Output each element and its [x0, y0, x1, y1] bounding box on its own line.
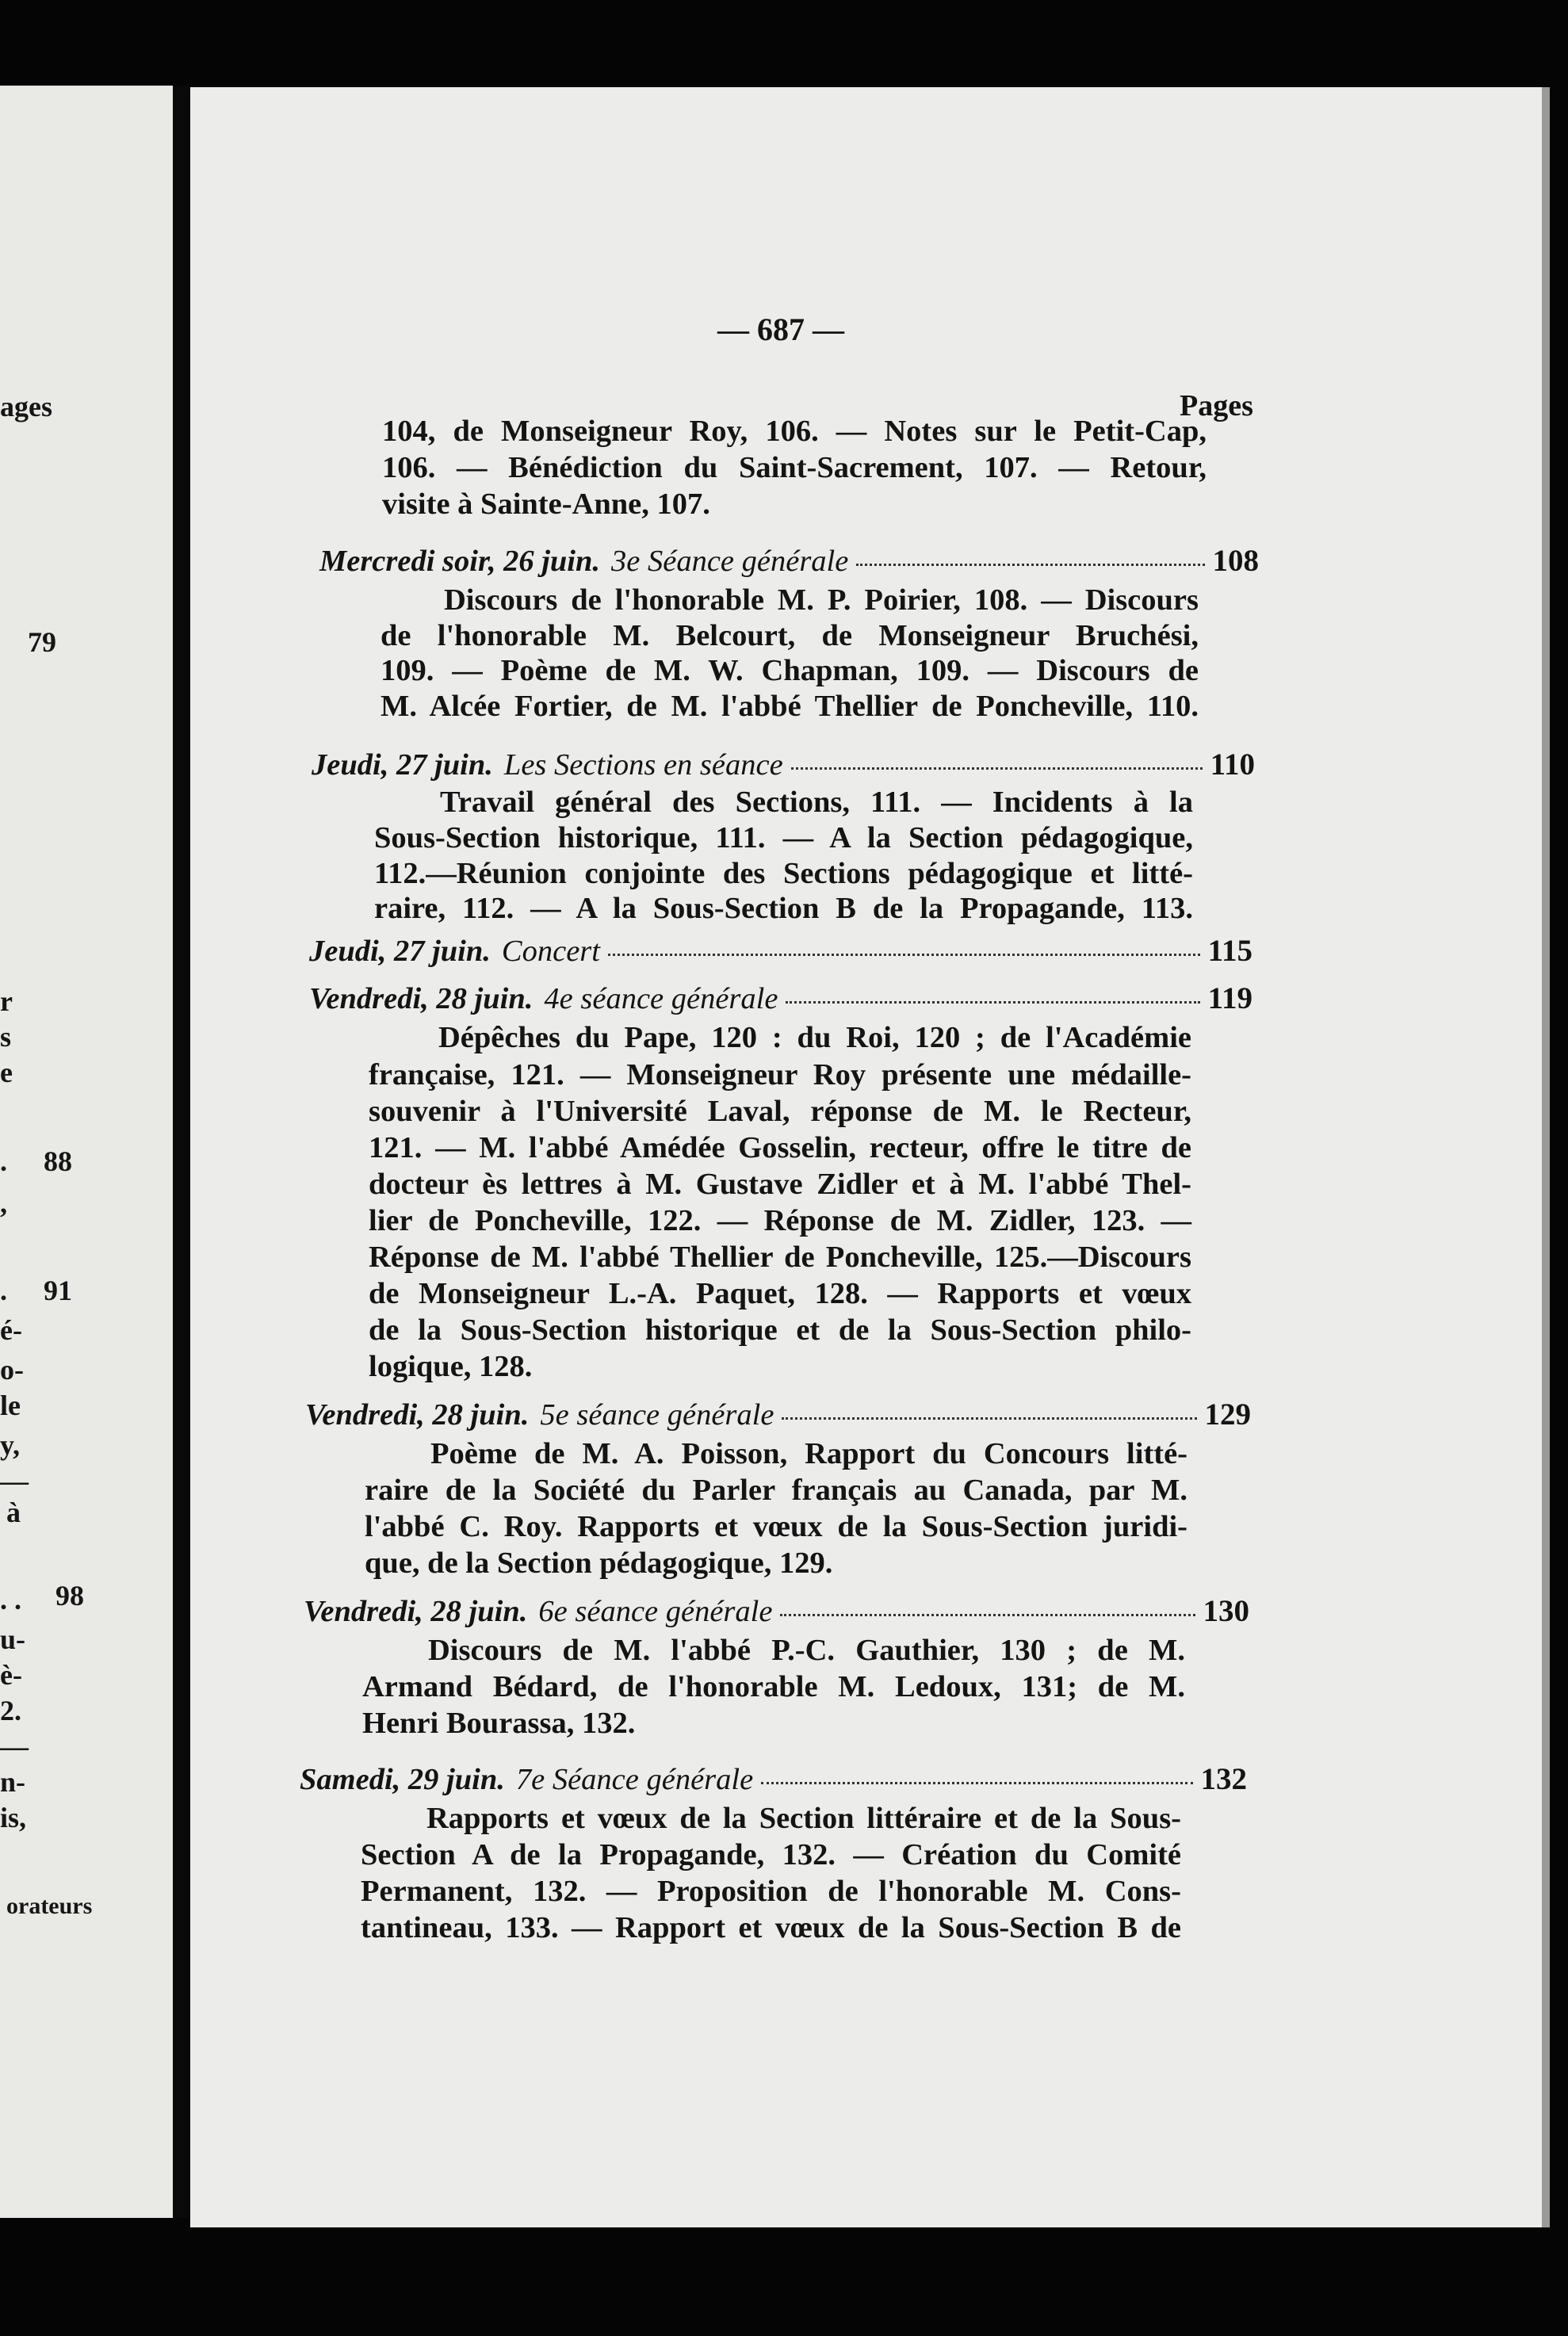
entry-page-number: 110: [1210, 747, 1255, 782]
left-page-fragment: .: [0, 1275, 7, 1306]
toc-entry-heading: [305, 1399, 1251, 1431]
entry-page-number: 119: [1207, 981, 1252, 1015]
left-page-fragment: ,: [0, 1187, 7, 1219]
entry-line: Permanent, 132. — Proposition de l'honorable M. Cons-: [361, 1875, 1181, 1908]
dot-leader: [761, 1781, 1192, 1784]
toc-entry-heading: [309, 983, 1252, 1015]
toc-entry-heading: [300, 1764, 1247, 1795]
left-page-fragment: le: [0, 1390, 21, 1421]
entry-date: Vendredi, 28 juin.: [304, 1595, 528, 1628]
entry-date: Vendredi, 28 juin.: [309, 982, 534, 1015]
dot-leader: [780, 1613, 1195, 1616]
entry-line: de la Sous-Section historique et de la Sous-Section philo-: [369, 1313, 1191, 1347]
intro-line: 104, de Monseigneur Roy, 106. — Notes sur le Petit-Cap,: [382, 415, 1207, 448]
book-spine: [173, 86, 190, 2218]
entry-page-number: 130: [1203, 1594, 1249, 1628]
entry-date: Jeudi, 27 juin.: [312, 748, 493, 782]
entry-line: Sous-Section historique, 111. — A la Section pédagogique,: [374, 821, 1193, 854]
entry-line: Poème de M. A. Poisson, Rapport du Concours litté-: [430, 1437, 1187, 1470]
left-page-ref-88: 88: [44, 1145, 72, 1177]
entry-line: 112.—Réunion conjointe des Sections pédagogique et litté-: [374, 857, 1193, 890]
entry-line: 121. — M. l'abbé Amédée Gosselin, recteur, offre le titre de: [369, 1131, 1191, 1164]
left-page-fragment: r: [0, 985, 13, 1017]
entry-title: Les Sections en séance: [503, 748, 783, 782]
left-page-ref-98: 98: [55, 1580, 84, 1611]
pages-column-header: Pages: [1180, 389, 1253, 422]
toc-entry-heading: [319, 545, 1259, 577]
entry-line: Armand Bédard, de l'honorable M. Ledoux, 131; de M.: [362, 1670, 1185, 1703]
left-page-footer-fragment: orateurs: [6, 1893, 93, 1919]
entry-title: 3e Séance générale: [611, 545, 849, 578]
entry-date: Samedi, 29 juin.: [300, 1763, 505, 1796]
entry-line: l'abbé C. Roy. Rapports et vœux de la Sous-Section juridi-: [365, 1510, 1187, 1543]
entry-line: M. Alcée Fortier, de M. l'abbé Thellier de Poncheville, 110.: [381, 690, 1199, 723]
entry-date: Jeudi, 27 juin.: [309, 935, 491, 968]
left-page-fragment: s: [0, 1021, 12, 1053]
entry-line: Section A de la Propagande, 132. — Création du Comité: [361, 1838, 1181, 1871]
left-page-fragment: is,: [0, 1802, 27, 1833]
toc-entry-heading: [312, 749, 1255, 781]
left-page-ref-91: 91: [44, 1275, 72, 1306]
page-number: — 687 —: [717, 312, 844, 347]
intro-line: 106. — Bénédiction du Saint-Sacrement, 107. — Retour,: [382, 451, 1207, 484]
entry-line: docteur ès lettres à M. Gustave Zidler et à M. l'abbé Thel-: [369, 1168, 1191, 1201]
left-page-fragment: 2.: [0, 1695, 21, 1726]
left-page-fragment: .: [0, 1145, 7, 1177]
entry-line: Discours de M. l'abbé P.-C. Gauthier, 130 ; de M.: [428, 1634, 1185, 1667]
left-page-fragment: n-: [0, 1766, 26, 1798]
left-page-fragment: é-: [0, 1314, 22, 1346]
entry-line: Travail général des Sections, 111. — Incidents à la: [440, 786, 1193, 819]
entry-title: Concert: [501, 935, 600, 968]
entry-line: Rapports et vœux de la Section littéraire et de la Sous-: [426, 1802, 1181, 1835]
entry-line: tantineau, 133. — Rapport et vœux de la Sous-Section B de: [361, 1911, 1181, 1944]
entry-page-number: 108: [1212, 544, 1259, 578]
entry-title: 7e Séance générale: [515, 1763, 754, 1796]
entry-line: souvenir à l'Université Laval, réponse de M. le Recteur,: [369, 1095, 1191, 1128]
entry-date: Vendredi, 28 juin.: [305, 1398, 530, 1432]
entry-line: que, de la Section pédagogique, 129.: [365, 1547, 833, 1580]
left-page-fragment: u-: [0, 1623, 26, 1655]
left-page-fragment: à: [6, 1497, 21, 1528]
dot-leader: [786, 1000, 1199, 1004]
toc-entry-heading: [304, 1596, 1249, 1627]
left-page-ref-79: 79: [28, 626, 56, 658]
entry-line: Henri Bourassa, 132.: [362, 1707, 636, 1740]
left-page-fragment: y,: [0, 1429, 21, 1461]
dot-leader: [608, 953, 1200, 956]
left-page-fragment: —: [0, 1465, 29, 1497]
entry-page-number: 132: [1200, 1762, 1247, 1796]
entry-line: française, 121. — Monseigneur Roy présente une médaille-: [369, 1058, 1191, 1092]
entry-line: raire de la Société du Parler français au Canada, par M.: [365, 1474, 1187, 1507]
entry-line: de l'honorable M. Belcourt, de Monseigneur Bruchési,: [381, 619, 1199, 652]
entry-line: de Monseigneur L.-A. Paquet, 128. — Rapports et vœux: [369, 1277, 1191, 1310]
left-page-fragment: . .: [0, 1584, 21, 1615]
entry-line: 109. — Poème de M. W. Chapman, 109. — Discours de: [381, 654, 1199, 687]
entry-title: 5e séance générale: [540, 1398, 774, 1432]
left-page-fragment: e: [0, 1057, 13, 1088]
dot-leader: [782, 1417, 1196, 1420]
left-page-fragment: —: [0, 1730, 29, 1762]
entry-line: Réponse de M. l'abbé Thellier de Poncheville, 125.—Discours: [369, 1241, 1191, 1274]
left-page-fragment: è-: [0, 1659, 22, 1691]
toc-entry-heading: [309, 935, 1252, 967]
intro-line: visite à Sainte-Anne, 107.: [382, 487, 710, 521]
left-page-fragment: o-: [0, 1354, 24, 1386]
entry-title: 6e séance générale: [538, 1595, 773, 1628]
entry-line: lier de Poncheville, 122. — Réponse de M. Zidler, 123. —: [369, 1204, 1191, 1237]
left-page-header-fragment: ages: [0, 391, 52, 422]
entry-line: Dépêches du Pape, 120 : du Roi, 120 ; de l'Académie: [438, 1021, 1191, 1054]
entry-title: 4e séance générale: [544, 982, 778, 1015]
dot-leader: [856, 563, 1204, 566]
entry-date: Mercredi soir, 26 juin.: [319, 545, 601, 578]
entry-line: raire, 112. — A la Sous-Section B de la Propagande, 113.: [374, 892, 1193, 925]
entry-line: Discours de l'honorable M. P. Poirier, 108. — Discours: [444, 583, 1199, 617]
entry-line: logique, 128.: [369, 1350, 533, 1383]
entry-page-number: 115: [1207, 934, 1252, 968]
entry-page-number: 129: [1204, 1397, 1251, 1432]
dot-leader: [791, 767, 1203, 770]
